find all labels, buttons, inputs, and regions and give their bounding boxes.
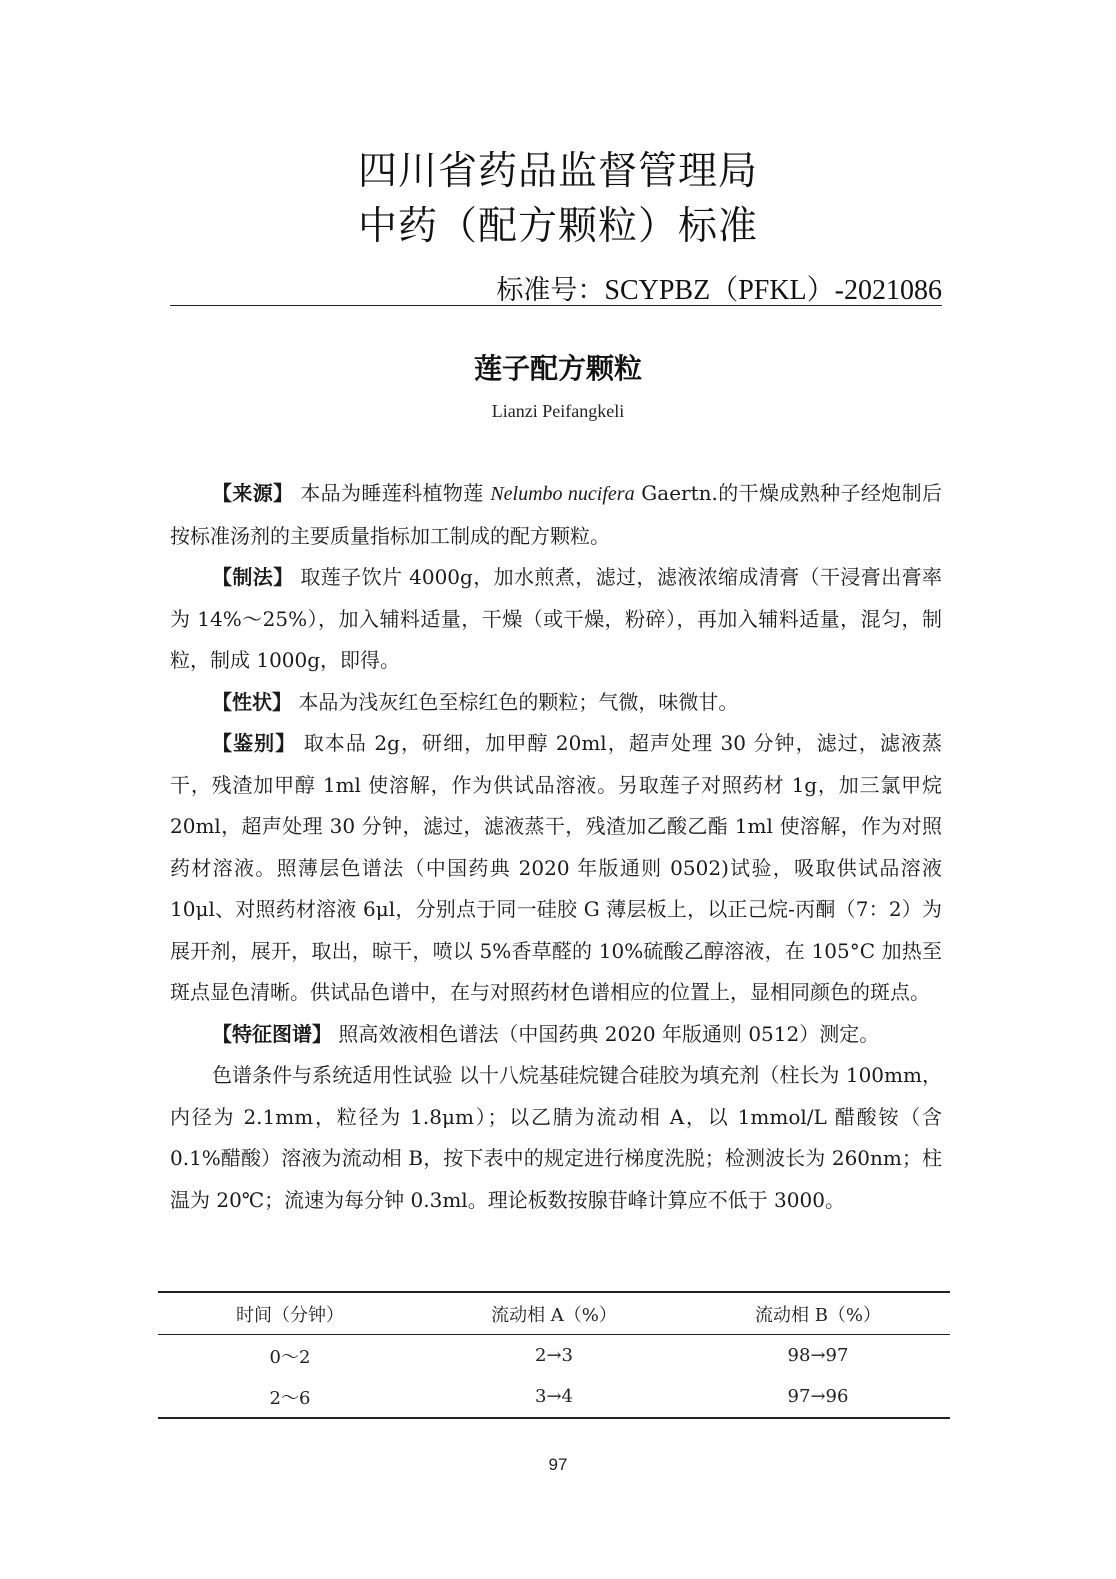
section-label: 【性状】: [212, 689, 292, 714]
section-label: 【来源】: [212, 481, 294, 505]
column-header-phase-a: 流动相 A（%）: [491, 1304, 617, 1326]
gradient-table: [158, 1291, 950, 1419]
section-label: 【特征图谱】: [212, 1021, 332, 1046]
section-text: 取莲子饮片 4000g，加水煎煮，滤过，滤液浓缩成清膏（干浸膏出膏率为 14%～25%），加入辅料适量，干燥（或干燥，粉碎），再加入辅料适量，混匀，制粒，制成 1000g，即得。: [170, 565, 943, 672]
section-chromatography: [170, 1055, 942, 1221]
section-appearance: [170, 682, 942, 724]
column-header-time: 时间（分钟）: [236, 1304, 344, 1326]
section-identification: [170, 723, 942, 1014]
section-label: 色谱条件与系统适用性试验: [212, 1063, 453, 1087]
table-cell: 2→3: [535, 1345, 573, 1366]
table-row: [158, 1335, 950, 1377]
table-cell: 98→97: [787, 1345, 849, 1366]
column-header-phase-b: 流动相 B（%）: [754, 1304, 882, 1326]
standard-category-title: 中药（配方颗粒）标准: [357, 204, 758, 249]
table-cell: 0～2: [269, 1346, 311, 1368]
table-cell: 3→4: [535, 1386, 573, 1407]
standard-number-value: SCYPBZ（PFKL）-2021086: [604, 275, 942, 306]
table-cell: 2～6: [269, 1387, 311, 1409]
standard-number: [496, 268, 942, 308]
section-label: 【制法】: [212, 565, 294, 589]
section-fingerprint: [170, 1014, 942, 1056]
section-source: [170, 473, 942, 557]
table-cell: 97→96: [787, 1386, 849, 1407]
table-row: [158, 1376, 950, 1418]
issuer-title: 四川省药品监督管理局: [357, 149, 758, 194]
document-subtitle: Lianzi Peifangkeli: [491, 401, 625, 421]
page-number: 97: [548, 1455, 568, 1474]
section-text: Gaertn.的干燥成熟种子经炮制后按标准汤剂的主要质量指标加工制成的配方颗粒。: [170, 481, 942, 548]
document-title: 莲子配方颗粒: [473, 352, 642, 385]
header-divider: [170, 305, 942, 306]
section-text: 本品为浅灰红色至棕红色的颗粒；气微，味微甘。: [292, 689, 739, 714]
section-text: 照高效液相色谱法（中国药典 2020 年版通则 0512）测定。: [332, 1021, 880, 1046]
section-text: 取本品 2g，研细，加甲醇 20ml，超声处理 30 分钟，滤过，滤液蒸干，残渣加甲醇 1ml 使溶解，作为供试品溶液。另取莲子对照药材 1g，加三氯甲烷 20ml，超声处理 30 分钟，滤过，滤液蒸干，残渣加乙酸乙酯 1ml 使溶解，作为对照药材溶液。照薄层色谱法（中国药典 2020 年版通则 0502)试验，吸取供试品溶液 10μl、对照药材溶液 6μl，分别点于同一硅胶 G 薄层板上，以正己烷-丙酮（7：2）为展开剂，展开，取出，晾干，喷以 5%香草醛的 10%硫酸乙醇溶液，在 105°C 加热至斑点显色清晰。供试品色谱中，在与对照药材色谱相应的位置上，显相同颜色的斑点。: [170, 731, 943, 1004]
table-header-row: [158, 1292, 950, 1335]
section-label: 【鉴别】: [212, 731, 297, 755]
section-method: [170, 557, 942, 682]
section-text: 以十八烷基硅烷键合硅胶为填充剂（柱长为 100mm，内径为 2.1mm，粒径为 1.8μm）；以乙腈为流动相 A，以 1mmol/L 醋酸铵（含 0.1%醋酸）溶液为流动相 B，按下表中的规定进行梯度洗脱；检测波长为 260nm；柱温为 20℃；流速为每分钟 0.3ml。理论板数按腺苷峰计算应不低于 3000。: [170, 1063, 942, 1212]
standard-number-label: 标准号：: [496, 275, 605, 306]
section-text: 本品为睡莲科植物莲: [293, 481, 491, 505]
gradient-table-container: [158, 1291, 950, 1419]
document-body: [170, 473, 942, 1221]
latin-name: Nelumbo nucifera: [490, 483, 635, 505]
